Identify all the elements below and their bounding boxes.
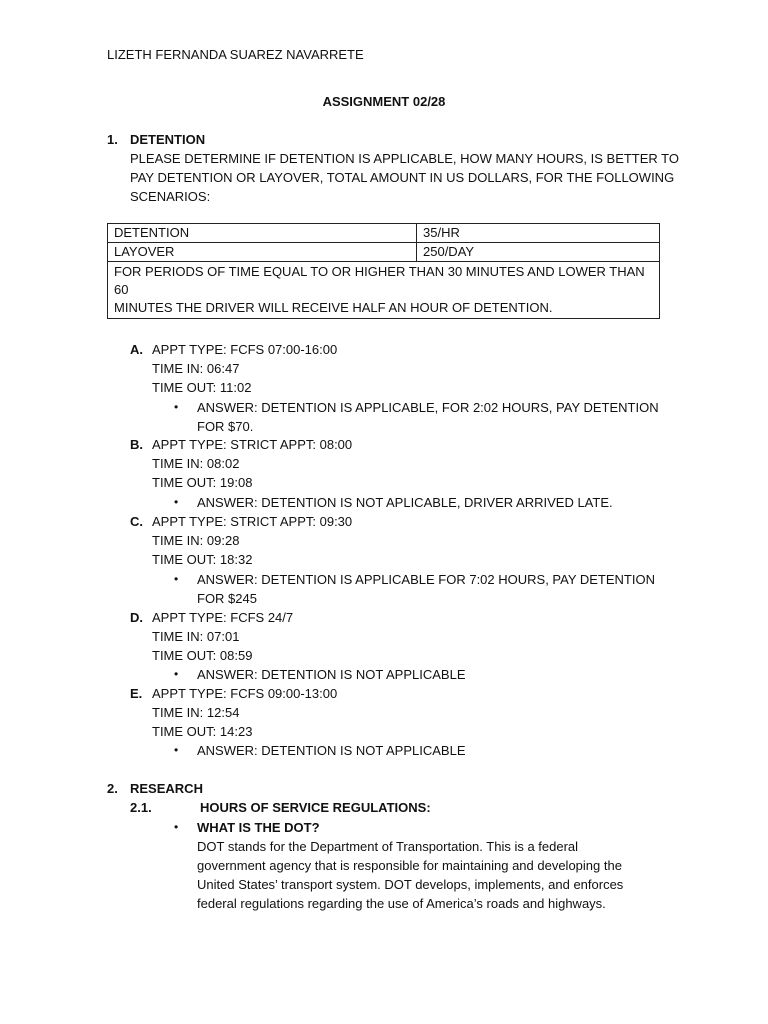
table-row <box>108 243 660 262</box>
paragraph-line: federal regulations regarding the use of America’s roads and highways. <box>197 896 606 911</box>
table-note-cell <box>108 262 660 319</box>
table-note-line: FOR PERIODS OF TIME EQUAL TO OR HIGHER THAN 30 MINUTES AND LOWER THAN 60 <box>114 264 645 297</box>
scenario-letter: D. <box>130 610 143 625</box>
answer-line: ANSWER: DETENTION IS APPLICABLE, FOR 2:02 HOURS, PAY DETENTION <box>197 400 659 415</box>
bullet-icon: • <box>174 572 179 586</box>
section-2-number: 2. <box>107 781 118 796</box>
answer-line: ANSWER: DETENTION IS NOT APLICABLE, DRIVER ARRIVED LATE. <box>197 495 613 510</box>
document-title: ASSIGNMENT 02/28 <box>322 94 446 109</box>
scenario-line: APPT TYPE: FCFS 24/7 <box>152 610 294 625</box>
scenario-letter: A. <box>130 342 143 357</box>
bullet-icon: • <box>174 667 179 681</box>
scenario-letter: B. <box>130 437 143 452</box>
answer-line: ANSWER: DETENTION IS NOT APPLICABLE <box>197 667 466 682</box>
scenario-line: APPT TYPE: STRICT APPT: 08:00 <box>152 437 353 452</box>
paragraph-line: United States’ transport system. DOT develops, implements, and enforces <box>197 877 624 892</box>
scenario-line: TIME OUT: 08:59 <box>152 648 253 663</box>
bullet-icon: • <box>174 400 179 414</box>
scenario-line: TIME IN: 09:28 <box>152 533 240 548</box>
scenario-letter: C. <box>130 514 143 529</box>
author-name: LIZETH FERNANDA SUAREZ NAVARRETE <box>107 47 364 62</box>
subsection-number: 2.1. <box>130 800 152 815</box>
table-row <box>108 262 660 319</box>
bullet-icon: • <box>174 495 179 509</box>
section-1-intro-line: PAY DETENTION OR LAYOVER, TOTAL AMOUNT IN US DOLLARS, FOR THE FOLLOWING <box>130 170 675 185</box>
scenario-line: TIME IN: 06:47 <box>152 361 240 376</box>
subsection-heading: HOURS OF SERVICE REGULATIONS: <box>200 800 431 815</box>
scenario-line: TIME IN: 08:02 <box>152 456 240 471</box>
paragraph-line: DOT stands for the Department of Transportation. This is a federal <box>197 839 579 854</box>
scenario-line: TIME OUT: 14:23 <box>152 724 253 739</box>
scenario-line: TIME OUT: 18:32 <box>152 552 253 567</box>
rates-table <box>107 223 660 319</box>
table-cell: 35/HR <box>417 224 660 243</box>
scenario-line: APPT TYPE: STRICT APPT: 09:30 <box>152 514 353 529</box>
scenario-line: TIME OUT: 19:08 <box>152 475 253 490</box>
answer-line: FOR $70. <box>197 419 254 434</box>
scenario-line: APPT TYPE: FCFS 07:00-16:00 <box>152 342 338 357</box>
table-cell: DETENTION <box>108 224 417 243</box>
section-2-heading: RESEARCH <box>130 781 203 796</box>
bullet-icon: • <box>174 743 179 757</box>
answer-line: ANSWER: DETENTION IS APPLICABLE FOR 7:02 HOURS, PAY DETENTION <box>197 572 655 587</box>
scenario-letter: E. <box>130 686 143 701</box>
scenario-line: TIME IN: 07:01 <box>152 629 240 644</box>
scenario-line: APPT TYPE: FCFS 09:00-13:00 <box>152 686 338 701</box>
table-cell: LAYOVER <box>108 243 417 262</box>
paragraph-line: government agency that is responsible for maintaining and developing the <box>197 858 622 873</box>
answer-line: FOR $245 <box>197 591 257 606</box>
scenario-line: TIME IN: 12:54 <box>152 705 240 720</box>
answer-line: ANSWER: DETENTION IS NOT APPLICABLE <box>197 743 466 758</box>
scenario-line: TIME OUT: 11:02 <box>152 380 252 395</box>
section-1-heading: DETENTION <box>130 132 206 147</box>
table-row <box>108 224 660 243</box>
section-1-intro-line: SCENARIOS: <box>130 189 211 204</box>
section-1-number: 1. <box>107 132 118 147</box>
table-note-line: MINUTES THE DRIVER WILL RECEIVE HALF AN HOUR OF DETENTION. <box>114 300 553 315</box>
question-heading: WHAT IS THE DOT? <box>197 820 320 835</box>
section-1-intro-line: PLEASE DETERMINE IF DETENTION IS APPLICABLE, HOW MANY HOURS, IS BETTER TO <box>130 151 680 166</box>
table-cell: 250/DAY <box>417 243 660 262</box>
bullet-icon: • <box>174 820 179 834</box>
